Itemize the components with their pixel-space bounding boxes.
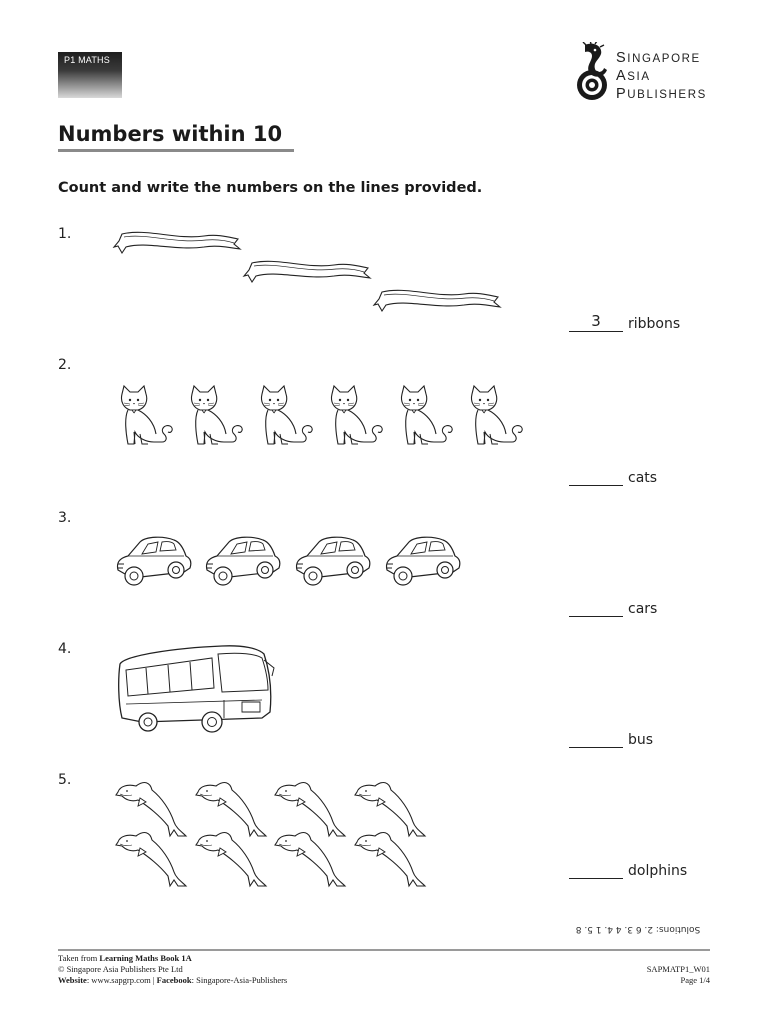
ribbon-icon [114,232,240,253]
answer-blank[interactable]: 3 [569,311,623,332]
ribbon-picture-group [112,228,502,314]
footer-book-title: Learning Maths Book 1A [99,953,192,963]
question-5-answer [569,857,729,879]
dolphin-icon [355,833,425,886]
car-picture-group [112,528,472,594]
footer-source: Taken from Learning Maths Book 1A © Singapore Asia Publishers Pte Ltd Website: www.sapgrp.com | Facebook: Singapore-Asia-Publishers [58,953,288,985]
publisher-logo [573,42,723,104]
cat-icon [261,386,312,444]
dolphin-picture-group [112,774,432,892]
answer-unit-label: ribbons [628,316,681,332]
answer-unit-label: cars [628,601,658,617]
car-icon [117,537,191,585]
publisher-word-1: SINGAPORE [616,50,701,66]
dolphin-icon [116,783,186,836]
question-3-answer [569,595,729,617]
ribbon-icon [244,261,370,282]
cat-icon [471,386,522,444]
cat-picture-group [112,380,532,446]
dolphin-icon [196,783,266,836]
cat-icon [331,386,382,444]
seahorse-logo-icon [573,42,615,104]
subject-badge-label: P1 MATHS [64,55,110,65]
bus-icon [119,646,274,732]
answer-blank[interactable] [569,727,623,748]
answer-blank[interactable] [569,596,623,617]
question-1-number: 1. [58,226,72,242]
question-4-answer [569,726,729,748]
solutions-upside-down: Solutions: 2. 6 3. 4 4. 1 5. 8 [575,924,701,934]
title-underline [58,149,294,152]
answer-unit-label: cats [628,470,658,486]
worksheet-code: SAPMATP1_W01 [646,964,710,974]
footer-website-link[interactable]: : www.sapgrp.com [86,975,151,985]
footer-meta [600,964,710,986]
car-icon [296,537,370,585]
publisher-word-2: ASIA [616,68,651,84]
answer-unit-label: bus [628,732,654,748]
dolphin-icon [116,833,186,886]
answer-blank[interactable] [569,858,623,879]
question-4-number: 4. [58,641,72,657]
footer-divider [58,949,710,951]
cat-icon [401,386,452,444]
publisher-word-3: PUBLISHERS [616,86,707,102]
dolphin-icon [275,783,345,836]
bus-picture-group [112,642,282,738]
footer-facebook-link[interactable]: : Singapore-Asia-Publishers [191,975,288,985]
instruction-text: Count and write the numbers on the lines provided. [58,180,483,196]
answer-blank[interactable] [569,465,623,486]
question-2-answer [569,464,729,486]
footer-copyright: © Singapore Asia Publishers Pte Ltd [58,964,183,974]
question-1-answer [569,310,729,332]
dolphin-icon [275,833,345,886]
question-5-number: 5. [58,772,72,788]
car-icon [386,537,460,585]
dolphin-icon [196,833,266,886]
cat-icon [121,386,172,444]
page-title: Numbers within 10 [58,122,283,146]
cat-icon [191,386,242,444]
question-3-number: 3. [58,510,72,526]
question-2-number: 2. [58,357,72,373]
dolphin-icon [355,783,425,836]
page-number: Page 1/4 [680,975,710,985]
subject-badge [58,52,122,98]
answer-unit-label: dolphins [628,863,688,879]
ribbon-icon [374,290,500,311]
car-icon [206,537,280,585]
